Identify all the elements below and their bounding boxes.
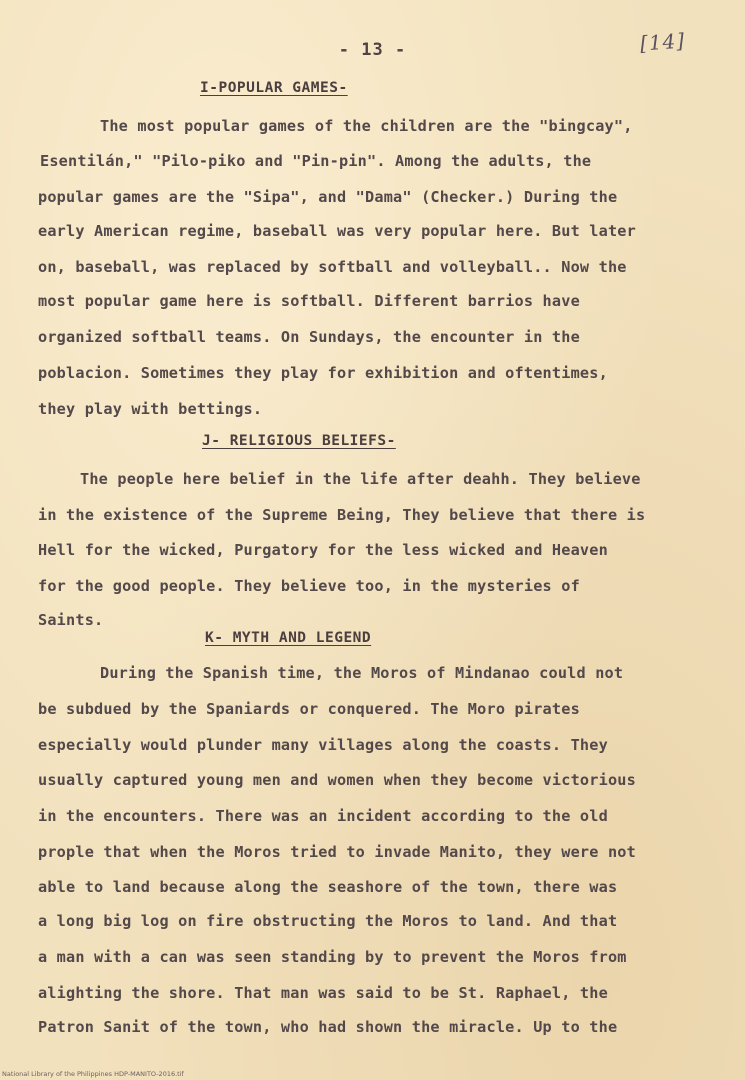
paragraph-line: most popular game here is softball. Different barrios have — [38, 292, 580, 310]
paragraph-line: popular games are the "Sipa", and "Dama" (Checker.) During the — [38, 188, 618, 206]
paragraph-line: Esentilán," "Pilo-piko and "Pin-pin". Among the adults, the — [40, 152, 592, 170]
paragraph-line: alighting the shore. That man was said to be St. Raphael, the — [38, 984, 608, 1002]
paragraph-line: poblacion. Sometimes they play for exhibition and oftentimes, — [38, 364, 608, 382]
paragraph-line: in the existence of the Supreme Being, They believe that there is — [38, 506, 646, 524]
paragraph-line: on, baseball, was replaced by softball and volleyball.. Now the — [38, 258, 627, 276]
paragraph-line: a long big log on fire obstructing the Moros to land. And that — [38, 912, 618, 930]
section-heading-myth-and-legend: K- MYTH AND LEGEND — [205, 630, 372, 646]
paragraph-line: prople that when the Moros tried to invade Manito, they were not — [38, 843, 636, 861]
page-number: - 13 - — [338, 40, 407, 60]
paragraph-line: especially would plunder many villages along the coasts. They — [38, 736, 608, 754]
archive-footer-stamp: National Library of the Philippines HDP-MANITO-2016.tif — [2, 1070, 184, 1078]
paragraph-line: able to land because along the seashore of the town, there was — [38, 878, 618, 896]
paragraph-line: The people here belief in the life after deahh. They believe — [80, 470, 641, 488]
section-heading-popular-games: I-POPULAR GAMES- — [200, 80, 348, 96]
paragraph-line: be subdued by the Spaniards or conquered. The Moro pirates — [38, 700, 580, 718]
paragraph-line: in the encounters. There was an incident according to the old — [38, 807, 608, 825]
paragraph-line: organized softball teams. On Sundays, the encounter in the — [38, 328, 580, 346]
paragraph-line: a man with a can was seen standing by to prevent the Moros from — [38, 948, 627, 966]
paragraph-line: Saints. — [38, 611, 104, 629]
paragraph-line: The most popular games of the children are the "bingcay", — [100, 117, 633, 135]
paragraph-line: early American regime, baseball was very popular here. But later — [38, 222, 636, 240]
paragraph-line: Patron Sanit of the town, who had shown the miracle. Up to the — [38, 1018, 618, 1036]
paragraph-line: During the Spanish time, the Moros of Mindanao could not — [100, 664, 624, 682]
paragraph-line: they play with bettings. — [38, 400, 263, 418]
paragraph-line: for the good people. They believe too, in the mysteries of — [38, 577, 580, 595]
paragraph-line: Hell for the wicked, Purgatory for the less wicked and Heaven — [38, 541, 608, 559]
paragraph-line: usually captured young men and women when they become victorious — [38, 771, 636, 789]
handwritten-page-note: [14] — [639, 28, 686, 56]
section-heading-religious-beliefs: J- RELIGIOUS BELIEFS- — [202, 433, 396, 449]
